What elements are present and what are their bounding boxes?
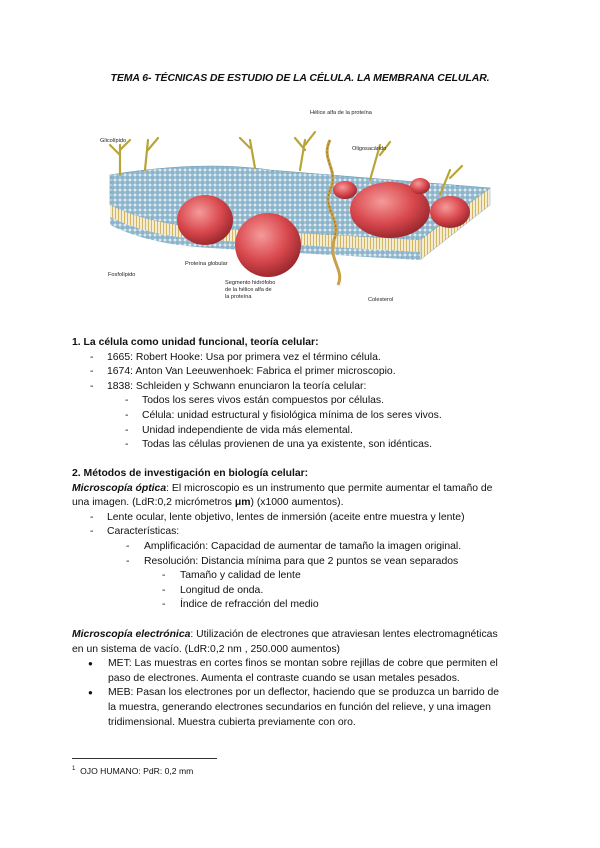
footnote-text: OJO HUMANO: PdR: 0,2 mm [80,766,194,776]
footnote-divider [72,758,217,759]
section-1 [72,336,532,453]
section-1-heading: 1. La célula como unidad funcional, teoría celular: [72,337,319,348]
list-subitem: - Resolución: Distancia mínima para que 2 puntos se vean separados [72,555,532,570]
list-subsubitem: - Tamaño y calidad de lente [72,569,532,584]
cell-membrane-figure [90,100,510,315]
footnote-mark: 1 [72,766,76,773]
protein-center [235,213,301,277]
label-segmento-2: de la hélice alfa de [225,287,272,293]
list-subitem: - Todos los seres vivos están compuestos por células. [72,394,532,409]
optica-list [72,511,532,613]
label-oligosacarido: Oligosacárido [352,146,387,152]
label-glicolipido: Glicolípido [100,138,127,144]
section-1-list [72,351,532,453]
list-subsubitem: - Índice de refracción del medio [72,598,532,613]
electronica-term: Microscopía electrónica [72,629,191,640]
label-segmento-1: Segmento hidrófobo [225,280,276,286]
electronica-list [72,657,532,730]
meb-line-2: la muestra, generando electrones secundarios en función del relieve, y una imagen [108,701,491,713]
protein-small-1 [333,181,357,199]
optica-text-1: : El microscopio es un instrumento que permite aumentar el tamaño de [166,482,493,494]
optica-unit: μm [234,497,251,509]
label-proteina: Proteína globular [185,261,228,267]
label-fosfolipido: Fosfolípido [108,272,136,278]
section-2 [72,467,532,613]
oligosaccharide-chain-1 [295,132,315,170]
glycolipid-chain-2 [145,138,158,170]
optica-paragraph [72,482,532,497]
glycolipid-chain-1 [110,140,130,175]
electronica-block [72,628,532,730]
list-item: - 1665: Robert Hooke: Usa por primera vez el término célula. [72,351,532,366]
protein-small-2 [410,178,430,194]
optica-text-3: ) (x1000 aumentos). [250,497,344,509]
page-title: TEMA 6- TÉCNICAS DE ESTUDIO DE LA CÉLULA. LA MEMBRANA CELULAR. [110,72,490,84]
met-line-1: ● MET: Las muestras en cortes finos se montan sobre rejillas de cobre que permiten el [108,658,498,670]
meb-line-3: tridimensional. Muestra cubierta previamente con oro. [108,716,356,728]
electronica-text-2: en un sistema de vacío. (LdR:0,2 nm , 250.000 aumentos) [72,643,341,655]
list-subitem: - Amplificación: Capacidad de aumentar de tamaño la imagen original. [72,540,532,555]
protein-right [430,196,470,228]
optica-term: Microscopía óptica [72,482,167,494]
electronica-text-1: : Utilización de electrones que atraviesan lentes electromagnéticas [190,629,498,640]
list-item: - 1674: Anton Van Leeuwenhoek: Fabrica el primer microscopio. [72,365,532,380]
oligosaccharide-chain-4 [240,138,255,168]
electronica-paragraph [72,628,532,643]
label-segmento-3: la proteína [225,294,252,300]
list-item: - Características: [72,525,532,540]
list-item: - Lente ocular, lente objetivo, lentes de inmersión (aceite entre muestra y lente) [72,511,532,526]
met-item [72,657,532,686]
footnote [72,766,193,776]
label-colesterol: Colesterol [368,297,394,303]
label-helice: Hélice alfa de la proteína [310,110,372,116]
list-subitem: - Todas las células provienen de una ya existente, son idénticas. [72,438,532,453]
optica-paragraph-2 [72,496,532,511]
list-subitem: - Célula: unidad estructural y fisiológica mínima de los seres vivos. [72,409,532,424]
section-2-heading: 2. Métodos de investigación en biología celular: [72,468,309,479]
meb-item [72,686,532,730]
met-line-2: paso de electrones. Aumenta el contraste cuando se usan metales pesados. [108,672,460,684]
list-item: - 1838: Schleiden y Schwann enunciaron la teoría celular: [72,380,532,395]
optica-text-2: una imagen. (LdR:0,2 micrómetros [72,497,235,509]
meb-line-1: ● MEB: Pasan los electrones por un deflector, haciendo que se produzca un barrido de [108,687,500,699]
list-subsubitem: - Longitud de onda. [72,584,532,599]
protein-left [177,195,233,245]
list-subitem: - Unidad independiente de vida más elemental. [72,424,532,439]
